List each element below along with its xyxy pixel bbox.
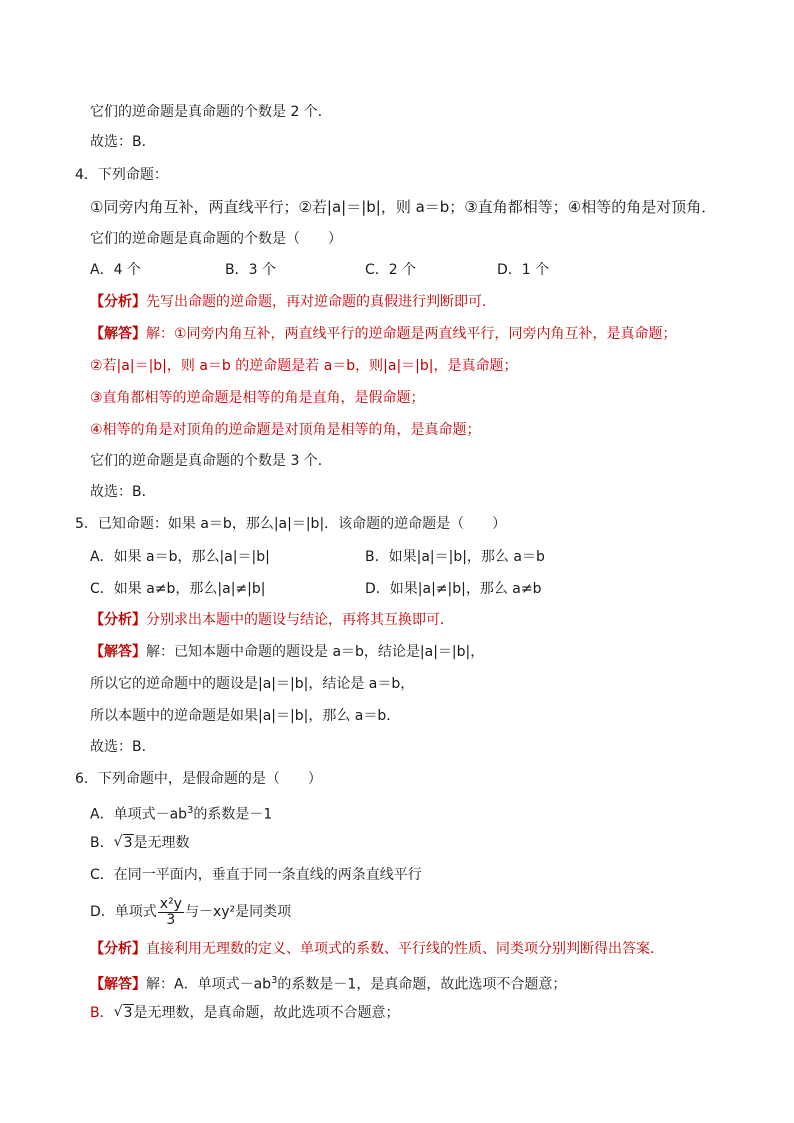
sqrt-symbol <box>114 1002 134 1024</box>
fraction-denominator: 3 <box>166 911 176 928</box>
analysis-text: 先写出命题的逆命题，再对逆命题的真假进行判断即可． <box>146 294 496 310</box>
question-4-stem: 4．下列命题： <box>75 167 168 183</box>
analysis-tag: 【分析】 <box>90 612 146 628</box>
option-d: D．如果|a|≠|b|，那么 a≠b <box>365 581 542 597</box>
option-d-label: D．单项式 <box>90 904 157 920</box>
option-d-text: 与－xy²是同类项 <box>184 904 292 920</box>
option-d: D．1 个 <box>497 262 550 278</box>
option-a: A．如果 a＝b，那么|a|＝|b| <box>90 549 270 565</box>
option-b <box>90 832 190 854</box>
answer-line: 故选：B． <box>90 739 156 755</box>
answer-text: 是无理数，是真命题，故此选项不合题意； <box>133 1005 400 1021</box>
option-c: C．2 个 <box>365 262 417 278</box>
answer-line: ④相等的角是对顶角的逆命题是对顶角是相等的角，是真命题； <box>90 422 481 438</box>
option-b-text: 是无理数 <box>133 835 190 851</box>
fraction <box>158 897 184 928</box>
exponent: 3 <box>187 805 194 816</box>
answer <box>90 970 566 996</box>
option-b-label: B． <box>90 835 114 851</box>
answer-text: 解：A．单项式－ab <box>146 976 272 993</box>
answer-tag: 【解答】 <box>90 976 146 993</box>
exponent: 3 <box>271 975 278 986</box>
option-a-text: 的系数是－1 <box>193 806 273 823</box>
answer-line: ②若|a|＝|b|，则 a＝b 的逆命题是若 a＝b，则|a|＝|b|，是真命题； <box>90 358 518 374</box>
radicand: 3 <box>123 835 133 851</box>
option-b: B．如果|a|＝|b|，那么 a＝b <box>365 549 545 565</box>
option-b: B．3 个 <box>225 262 276 278</box>
answer-line: 它们的逆命题是真命题的个数是 3 个． <box>90 453 332 469</box>
answer-line: 故选：B． <box>90 484 156 500</box>
answer-tag: 【解答】 <box>90 326 146 342</box>
analysis-text: 分别求出本题中的题设与结论，再将其互换即可． <box>146 612 454 628</box>
fraction-numerator: x²y <box>159 895 182 912</box>
answer-line: 所以它的逆命题中的题设是|a|＝|b|，结论是 a＝b， <box>90 676 415 692</box>
option-a: A．4 个 <box>90 262 141 278</box>
analysis <box>90 291 496 313</box>
answer <box>90 323 677 345</box>
option-c: C．在同一平面内，垂直于同一条直线的两条直线平行 <box>90 867 422 883</box>
text-line: 它们的逆命题是真命题的个数是 2 个． <box>90 104 332 120</box>
option-d <box>90 895 291 929</box>
answer-text: 解：①同旁内角互补，两直线平行的逆命题是两直线平行，同旁内角互补，是真命题； <box>146 326 677 342</box>
analysis-text: 直接利用无理数的定义、单项式的系数、平行线的性质、同类项分别判断得出答案． <box>146 941 664 957</box>
answer-line <box>90 1002 400 1024</box>
text-line: 故选：B． <box>90 134 156 150</box>
answer-text: 解：已知本题中命题的题设是 a＝b，结论是|a|＝|b|， <box>146 644 485 660</box>
answer-text: 的系数是－1，是真命题，故此选项不合题意； <box>277 976 567 993</box>
option-c: C．如果 a≠b，那么|a|≠|b| <box>90 581 266 597</box>
analysis <box>90 938 664 960</box>
analysis-tag: 【分析】 <box>90 294 146 310</box>
answer-line: 所以本题中的逆命题是如果|a|＝|b|，那么 a＝b． <box>90 708 401 724</box>
option-a-text: A．单项式－ab <box>90 806 188 823</box>
option-a <box>90 800 272 826</box>
answer <box>90 641 484 663</box>
question-4-statements: ①同旁内角互补，两直线平行；②若|a|＝|b|，则 a＝b；③直角都相等；④相等的角是对顶角． <box>90 198 717 216</box>
analysis-tag: 【分析】 <box>90 941 146 957</box>
answer-tag: 【解答】 <box>90 644 146 660</box>
sqrt-symbol <box>114 832 134 854</box>
radicand: 3 <box>123 1005 133 1021</box>
question-4-question: 它们的逆命题是真命题的个数是（ ） <box>90 231 342 247</box>
answer-label: B． <box>90 1005 114 1021</box>
question-6-stem: 6．下列命题中，是假命题的是（ ） <box>75 771 322 787</box>
answer-line: ③直角都相等的逆命题是相等的角是直角，是假命题； <box>90 390 425 406</box>
analysis <box>90 609 454 631</box>
question-5-stem: 5．已知命题：如果 a＝b，那么|a|＝|b|．该命题的逆命题是（ ） <box>75 516 507 532</box>
